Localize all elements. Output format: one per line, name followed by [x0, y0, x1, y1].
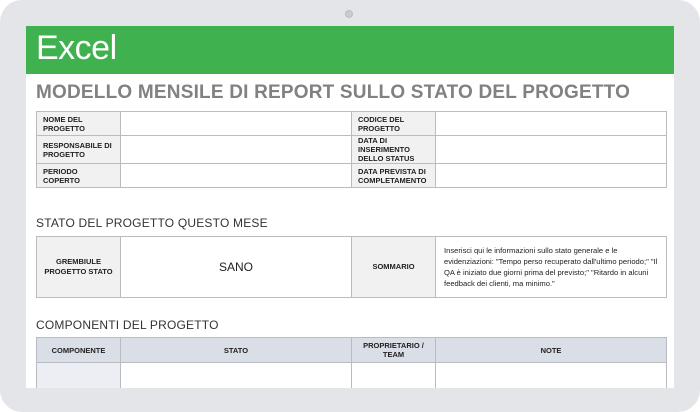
table-row: [37, 237, 667, 298]
period-covered-cell[interactable]: [121, 164, 352, 188]
period-covered-label: PERIODO COPERTO: [37, 164, 121, 188]
table-row: [37, 112, 667, 136]
column-header-status: STATO: [121, 338, 352, 363]
spreadsheet-screen: [26, 26, 674, 388]
component-cell[interactable]: [37, 363, 121, 389]
table-header-row: [37, 338, 667, 363]
table-row: [37, 136, 667, 164]
component-notes-cell[interactable]: [436, 363, 667, 389]
project-manager-label: RESPONSABILE DI PROGETTO: [37, 136, 121, 164]
summary-label: SOMMARIO: [352, 237, 436, 298]
status-date-label: DATA DI INSERIMENTO DELLO STATUS: [352, 136, 436, 164]
project-code-cell[interactable]: [436, 112, 667, 136]
column-header-component: COMPONENTE: [37, 338, 121, 363]
completion-date-cell[interactable]: [436, 164, 667, 188]
completion-date-label: DATA PREVISTA DI COMPLETAMENTO: [352, 164, 436, 188]
component-status-cell[interactable]: [121, 363, 352, 389]
project-name-label: NOME DEL PROGETTO: [37, 112, 121, 136]
components-table: [36, 337, 667, 388]
camera-dot: [345, 10, 353, 18]
project-info-table: [36, 111, 667, 188]
components-section-title: COMPONENTI DEL PROGETTO: [36, 318, 219, 332]
status-date-cell[interactable]: [436, 136, 667, 164]
status-label: GREMBIULE PROGETTO STATO: [37, 237, 121, 298]
project-name-cell[interactable]: [121, 112, 352, 136]
project-manager-cell[interactable]: [121, 136, 352, 164]
document-title: MODELLO MENSILE DI REPORT SULLO STATO DEL PROGETTO: [36, 82, 631, 103]
table-row: [37, 164, 667, 188]
status-section-title: STATO DEL PROGETTO QUESTO MESE: [36, 216, 268, 230]
column-header-notes: NOTE: [436, 338, 667, 363]
component-owner-cell[interactable]: [352, 363, 436, 389]
app-banner: [26, 26, 674, 74]
project-status-table: [36, 236, 667, 298]
app-title: Excel: [36, 29, 117, 67]
status-value-cell[interactable]: SANO: [121, 237, 352, 298]
project-code-label: CODICE DEL PROGETTO: [352, 112, 436, 136]
column-header-owner: PROPRIETARIO / TEAM: [352, 338, 436, 363]
table-row: [37, 363, 667, 389]
summary-text-cell[interactable]: Inserisci qui le informazioni sullo stato generale e le evidenziazioni: "Tempo perso recuperato dall'ultimo periodo;" "Il QA è iniziato due giorni prima del previsto;" "Ritardo in alcuni feedback dei clienti, ma minimo.": [436, 237, 667, 298]
